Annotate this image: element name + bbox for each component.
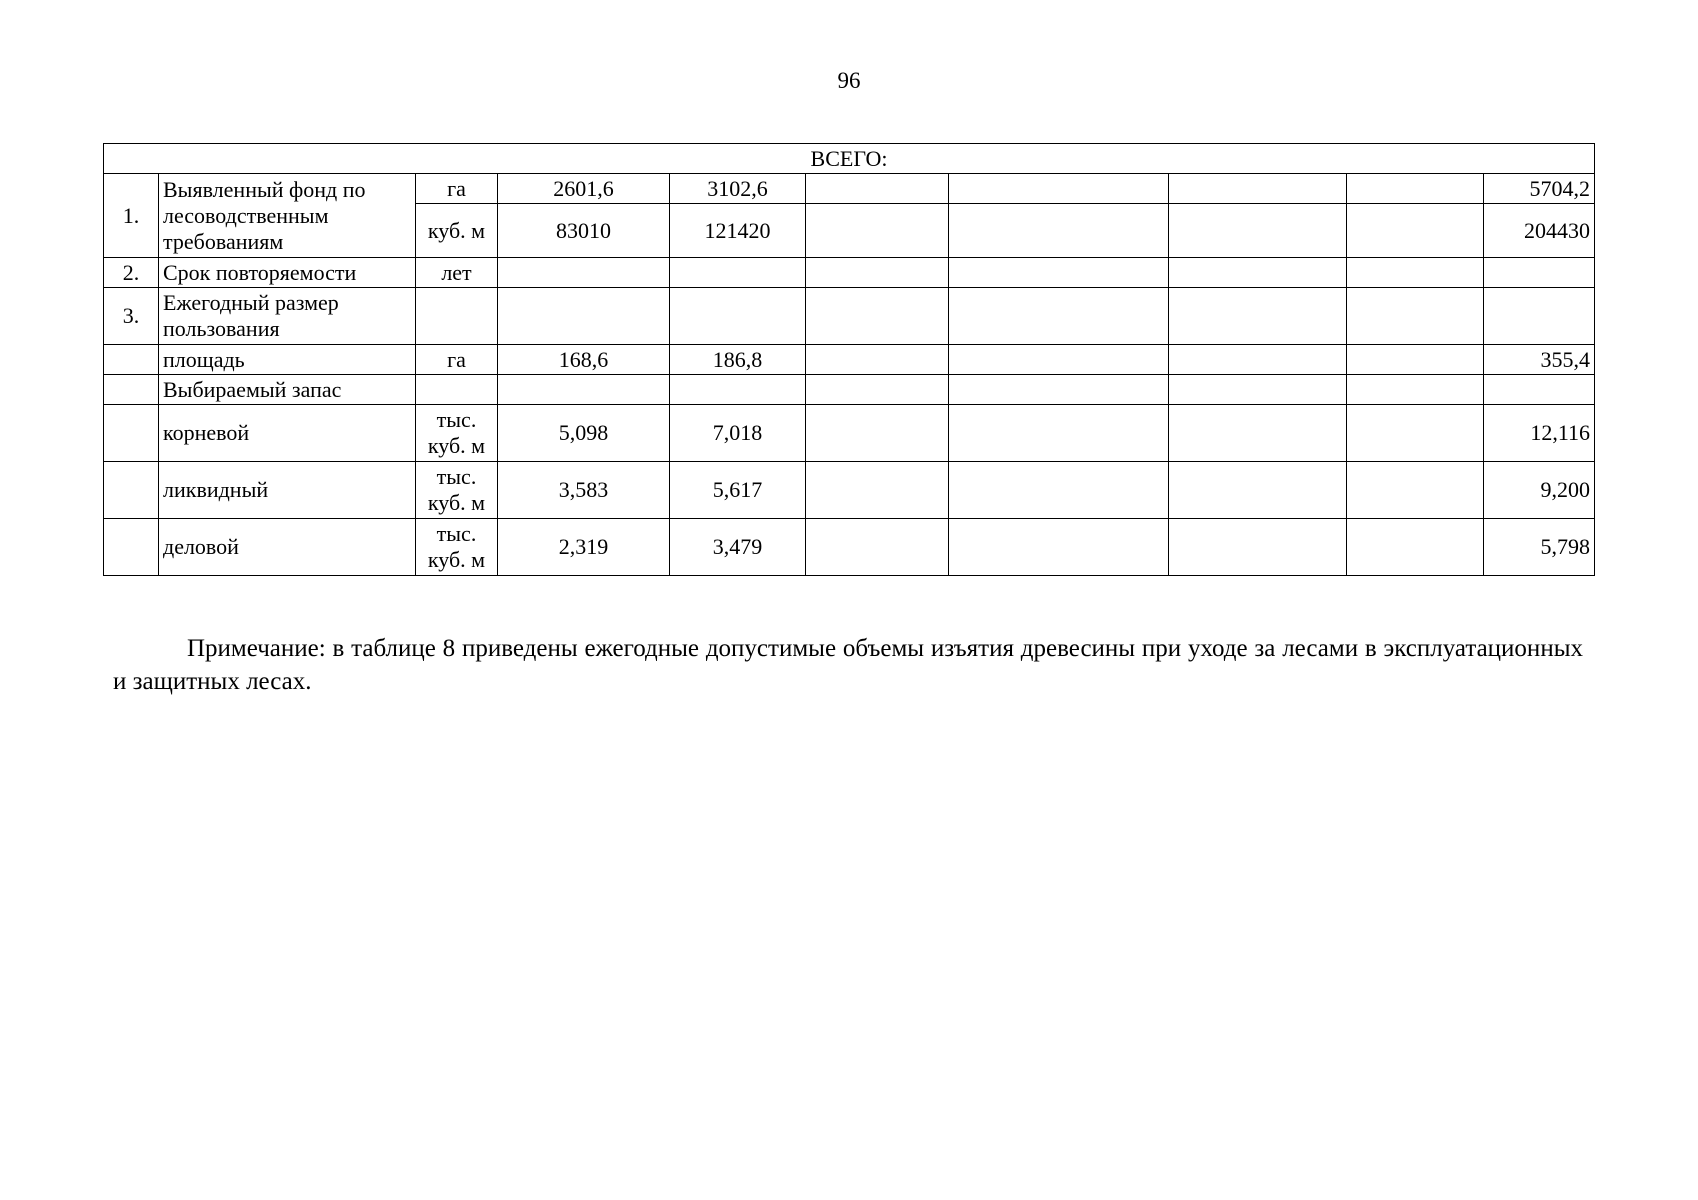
empty-cell [949, 462, 1169, 519]
empty-cell [1169, 462, 1347, 519]
row-value-2: 3,479 [670, 519, 806, 576]
table-row [104, 519, 1595, 576]
table-row [104, 288, 1595, 345]
row-name: Выбираемый запас [159, 375, 416, 405]
row-value-2 [670, 375, 806, 405]
empty-cell [1169, 405, 1347, 462]
empty-cell [806, 174, 949, 204]
row-value-1 [498, 375, 670, 405]
empty-cell [1347, 258, 1484, 288]
row-unit: га [416, 174, 498, 204]
table-row [104, 258, 1595, 288]
row-value-1: 168,6 [498, 345, 670, 375]
row-number: 2. [104, 258, 159, 288]
empty-cell [1347, 462, 1484, 519]
row-unit: га [416, 345, 498, 375]
row-total [1484, 288, 1595, 345]
row-value-1: 3,583 [498, 462, 670, 519]
empty-cell [1347, 375, 1484, 405]
empty-cell [806, 204, 949, 258]
table-row [104, 375, 1595, 405]
row-value-2 [670, 258, 806, 288]
row-name: ликвидный [159, 462, 416, 519]
row-value-2: 7,018 [670, 405, 806, 462]
empty-cell [1169, 345, 1347, 375]
row-number [104, 519, 159, 576]
row-unit: куб. м [416, 204, 498, 258]
row-name: деловой [159, 519, 416, 576]
row-value-2: 3102,6 [670, 174, 806, 204]
row-value-2 [670, 288, 806, 345]
row-unit: тыс. куб. м [416, 462, 498, 519]
row-value-1: 5,098 [498, 405, 670, 462]
empty-cell [949, 519, 1169, 576]
data-table [103, 143, 1595, 576]
page-number: 96 [837, 68, 861, 93]
row-name: площадь [159, 345, 416, 375]
empty-cell [949, 345, 1169, 375]
row-value-1 [498, 258, 670, 288]
empty-cell [1347, 405, 1484, 462]
table-row [104, 462, 1595, 519]
empty-cell [949, 204, 1169, 258]
empty-cell [1347, 519, 1484, 576]
row-value-2: 5,617 [670, 462, 806, 519]
row-total: 12,116 [1484, 405, 1595, 462]
row-value-1: 2601,6 [498, 174, 670, 204]
empty-cell [1347, 288, 1484, 345]
empty-cell [949, 174, 1169, 204]
empty-cell [806, 405, 949, 462]
row-value-2: 186,8 [670, 345, 806, 375]
empty-cell [1347, 174, 1484, 204]
row-total [1484, 258, 1595, 288]
table-header-row [104, 144, 1595, 174]
table-row [104, 345, 1595, 375]
row-total: 5704,2 [1484, 174, 1595, 204]
row-total: 204430 [1484, 204, 1595, 258]
row-number [104, 462, 159, 519]
row-name: корневой [159, 405, 416, 462]
empty-cell [806, 288, 949, 345]
row-number [104, 375, 159, 405]
empty-cell [1169, 375, 1347, 405]
row-unit [416, 288, 498, 345]
empty-cell [1169, 288, 1347, 345]
empty-cell [1347, 204, 1484, 258]
row-total: 9,200 [1484, 462, 1595, 519]
row-number: 3. [104, 288, 159, 345]
row-unit: тыс. куб. м [416, 405, 498, 462]
empty-cell [949, 405, 1169, 462]
row-name: Срок повторяемости [159, 258, 416, 288]
row-value-1: 83010 [498, 204, 670, 258]
empty-cell [1169, 258, 1347, 288]
empty-cell [806, 462, 949, 519]
row-unit: тыс. куб. м [416, 519, 498, 576]
row-unit [416, 375, 498, 405]
empty-cell [1347, 345, 1484, 375]
empty-cell [1169, 174, 1347, 204]
row-total: 5,798 [1484, 519, 1595, 576]
table-header-total: ВСЕГО: [104, 144, 1595, 174]
empty-cell [949, 288, 1169, 345]
row-unit: лет [416, 258, 498, 288]
empty-cell [806, 519, 949, 576]
row-value-1 [498, 288, 670, 345]
row-total: 355,4 [1484, 345, 1595, 375]
table-row [104, 405, 1595, 462]
table-row [104, 174, 1595, 204]
empty-cell [1169, 519, 1347, 576]
empty-cell [806, 345, 949, 375]
row-number [104, 405, 159, 462]
empty-cell [806, 258, 949, 288]
row-number [104, 345, 159, 375]
row-value-2: 121420 [670, 204, 806, 258]
row-value-1: 2,319 [498, 519, 670, 576]
row-name: Ежегодный размер пользования [159, 288, 416, 345]
row-total [1484, 375, 1595, 405]
table-note: Примечание: в таблице 8 приведены ежегодные допустимые объемы изъятия древесины при уходе за лесами в эксплуатационных и защитных лесах. [113, 635, 1583, 695]
empty-cell [949, 375, 1169, 405]
row-number: 1. [104, 174, 159, 258]
row-name: Выявленный фонд по лесоводственным требованиям [159, 174, 416, 258]
empty-cell [949, 258, 1169, 288]
empty-cell [806, 375, 949, 405]
empty-cell [1169, 204, 1347, 258]
